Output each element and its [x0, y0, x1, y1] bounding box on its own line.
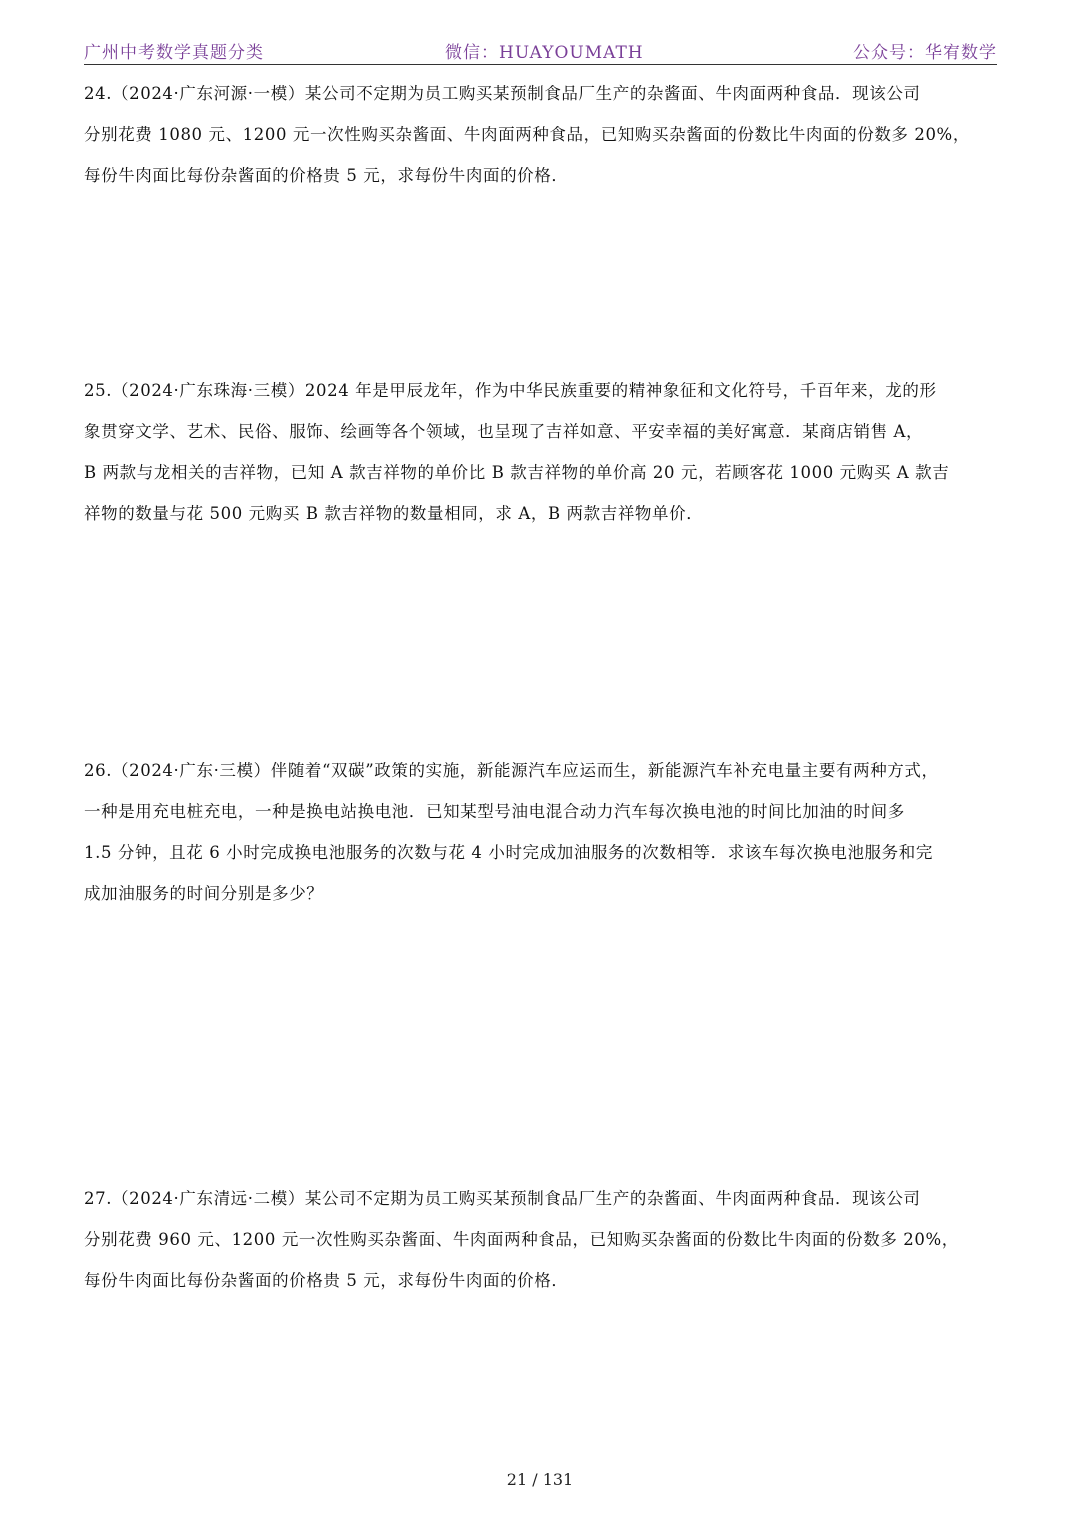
- header-title: 广州中考数学真题分类: [84, 43, 264, 63]
- problem-line: 祥物的数量与花 500 元购买 B 款吉祥物的数量相同，求 A，B 两款吉祥物单价．: [84, 504, 704, 523]
- problem-line: B 两款与龙相关的吉祥物，已知 A 款吉祥物的单价比 B 款吉祥物的单价高 20 元，若顾客花 1000 元购买 A 款吉: [84, 463, 950, 482]
- problem-line: 1.5 分钟，且花 6 小时完成换电池服务的次数与花 4 小时完成加油服务的次数相等．求该车每次换电池服务和完: [84, 843, 933, 862]
- page-number: 21 / 131: [506, 1470, 574, 1489]
- header-wechat: 微信：HUAYOUMATH: [445, 43, 644, 63]
- problem-24: [84, 73, 996, 196]
- problem-line: 24.（2024·广东河源·一模）某公司不定期为员工购买某预制食品厂生产的杂酱面、牛肉面两种食品．现该公司: [84, 84, 921, 103]
- problem-26: [84, 750, 996, 914]
- problem-line: 26.（2024·广东·三模）伴随着“双碳”政策的实施，新能源汽车应运而生，新能源汽车补充电量主要有两种方式，: [84, 761, 939, 780]
- problem-25: [84, 370, 996, 534]
- problem-line: 每份牛肉面比每份杂酱面的价格贵 5 元，求每份牛肉面的价格．: [84, 166, 569, 185]
- problem-line: 27.（2024·广东清远·二模）某公司不定期为员工购买某预制食品厂生产的杂酱面、牛肉面两种食品．现该公司: [84, 1189, 921, 1208]
- page-header: [84, 36, 997, 65]
- problem-27: [84, 1178, 996, 1301]
- problem-line: 每份牛肉面比每份杂酱面的价格贵 5 元，求每份牛肉面的价格．: [84, 1271, 569, 1290]
- problem-line: 成加油服务的时间分别是多少？: [84, 884, 324, 903]
- problem-line: 象贯穿文学、艺术、民俗、服饰、绘画等各个领域，也呈现了吉祥如意、平安幸福的美好寓意．某商店销售 A，: [84, 422, 924, 441]
- problem-line: 分别花费 1080 元、1200 元一次性购买杂酱面、牛肉面两种食品，已知购买杂酱面的份数比牛肉面的份数多 20%，: [84, 125, 970, 144]
- problem-line: 一种是用充电桩充电，一种是换电站换电池．已知某型号油电混合动力汽车每次换电池的时间比加油的时间多: [84, 802, 905, 821]
- problem-line: 25.（2024·广东珠海·三模）2024 年是甲辰龙年，作为中华民族重要的精神象征和文化符号，千百年来，龙的形: [84, 381, 937, 400]
- header-official-account: 公众号：华宥数学: [853, 43, 997, 63]
- problem-line: 分别花费 960 元、1200 元一次性购买杂酱面、牛肉面两种食品，已知购买杂酱面的份数比牛肉面的份数多 20%，: [84, 1230, 959, 1249]
